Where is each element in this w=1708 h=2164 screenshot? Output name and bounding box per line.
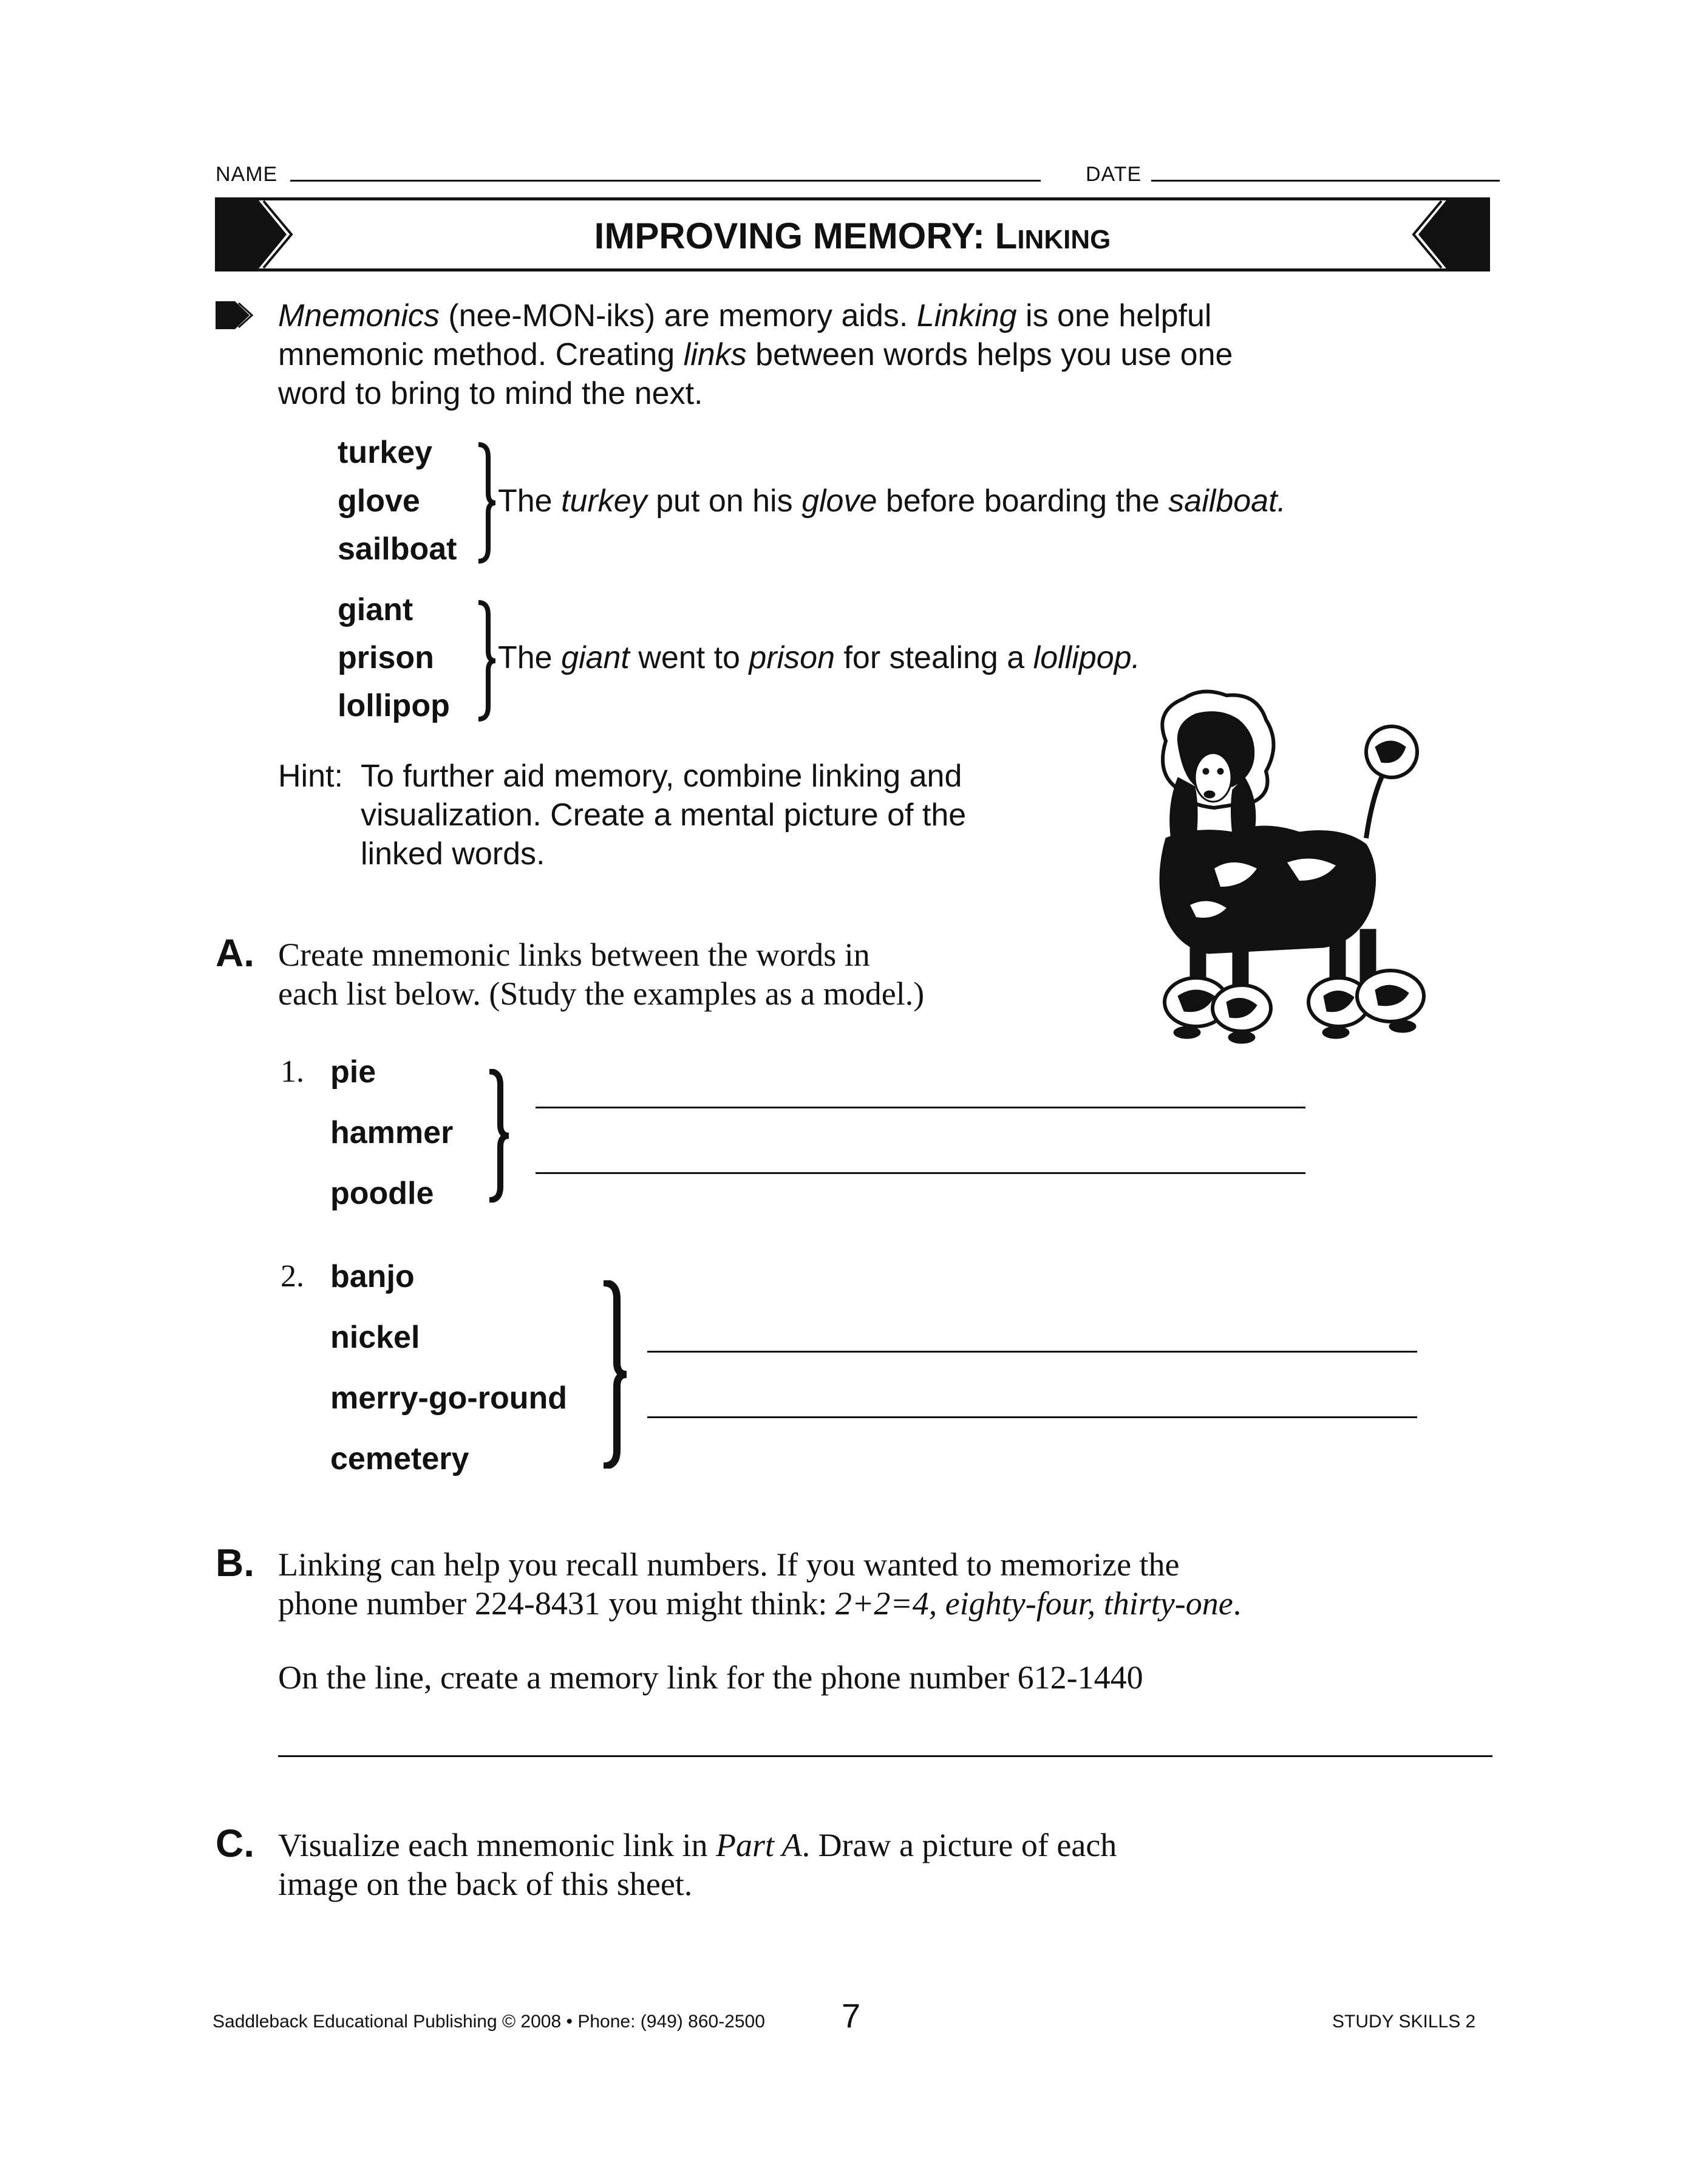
example1-word: glove — [338, 483, 420, 519]
poodle-illustration — [1142, 686, 1457, 1051]
list2-word: cemetery — [330, 1441, 469, 1476]
date-field[interactable] — [1151, 180, 1500, 182]
section-b-answer-line[interactable] — [278, 1755, 1492, 1757]
example2-word: prison — [338, 640, 434, 675]
list2-answer-line[interactable] — [647, 1351, 1417, 1353]
hint-text: To further aid memory, combine linking and visualization. Create a mental picture of the linked words. — [361, 759, 967, 872]
footer-series: STUDY SKILLS 2 — [1332, 2012, 1476, 2032]
name-field[interactable] — [290, 180, 1041, 182]
page-title: IMPROVING MEMORY: LINKING — [594, 216, 1111, 256]
title-banner — [216, 197, 1489, 271]
list2-word: merry-go-round — [330, 1381, 567, 1416]
list1-answer-line[interactable] — [536, 1107, 1305, 1108]
example2-brace-icon — [475, 600, 499, 722]
page-number: 7 — [842, 1996, 861, 2035]
list2-answer-line[interactable] — [647, 1416, 1417, 1418]
list1-brace-icon — [486, 1069, 512, 1203]
bullet-arrow-icon — [216, 301, 253, 329]
date-label: DATE — [1086, 163, 1142, 186]
section-a-instructions: Create mnemonic links between the words in each list below. (Study the examples as a model.) — [278, 937, 925, 1012]
footer-publisher: Saddleback Educational Publishing © 2008 • Phone: (949) 860-2500 — [213, 2012, 765, 2032]
example2-sentence: The giant went to prison for stealing a lollipop. — [498, 640, 1140, 675]
list1-number: 1. — [281, 1054, 304, 1089]
list2-brace-icon — [600, 1280, 630, 1469]
section-b-letter: B. — [216, 1541, 254, 1585]
example1-brace-icon — [475, 442, 499, 564]
list2-word: nickel — [330, 1320, 420, 1355]
intro-paragraph: Mnemonics (nee-MON-iks) are memory aids. Linking is one helpful mnemonic method. Creating links between words helps you use one word to bring to mind the next. — [278, 298, 1233, 411]
list2-number: 2. — [281, 1259, 304, 1294]
section-c-letter: C. — [216, 1821, 254, 1865]
example2-word: lollipop — [338, 688, 450, 723]
section-b-text: Linking can help you recall numbers. If you wanted to memorize the phone number 224-8431 you might think: 2+2=4, eighty-four, thirty-one. — [278, 1546, 1242, 1622]
list1-word: poodle — [330, 1176, 434, 1211]
list1-answer-line[interactable] — [536, 1172, 1305, 1174]
list1-word: hammer — [330, 1115, 454, 1150]
list1-word: pie — [330, 1054, 376, 1090]
example1-word: sailboat — [338, 531, 457, 567]
hint-label: Hint: — [278, 759, 343, 794]
list2-word: banjo — [330, 1259, 415, 1294]
section-c-text: Visualize each mnemonic link in Part A. Draw a picture of each image on the back of this sheet. — [278, 1827, 1117, 1902]
example2-word: giant — [338, 592, 413, 627]
example1-word: turkey — [338, 435, 433, 470]
section-b-prompt: On the line, create a memory link for the phone number 612-1440 — [278, 1659, 1143, 1696]
example1-sentence: The turkey put on his glove before boarding the sailboat. — [498, 483, 1286, 519]
section-a-letter: A. — [216, 931, 254, 975]
name-label: NAME — [216, 163, 278, 186]
